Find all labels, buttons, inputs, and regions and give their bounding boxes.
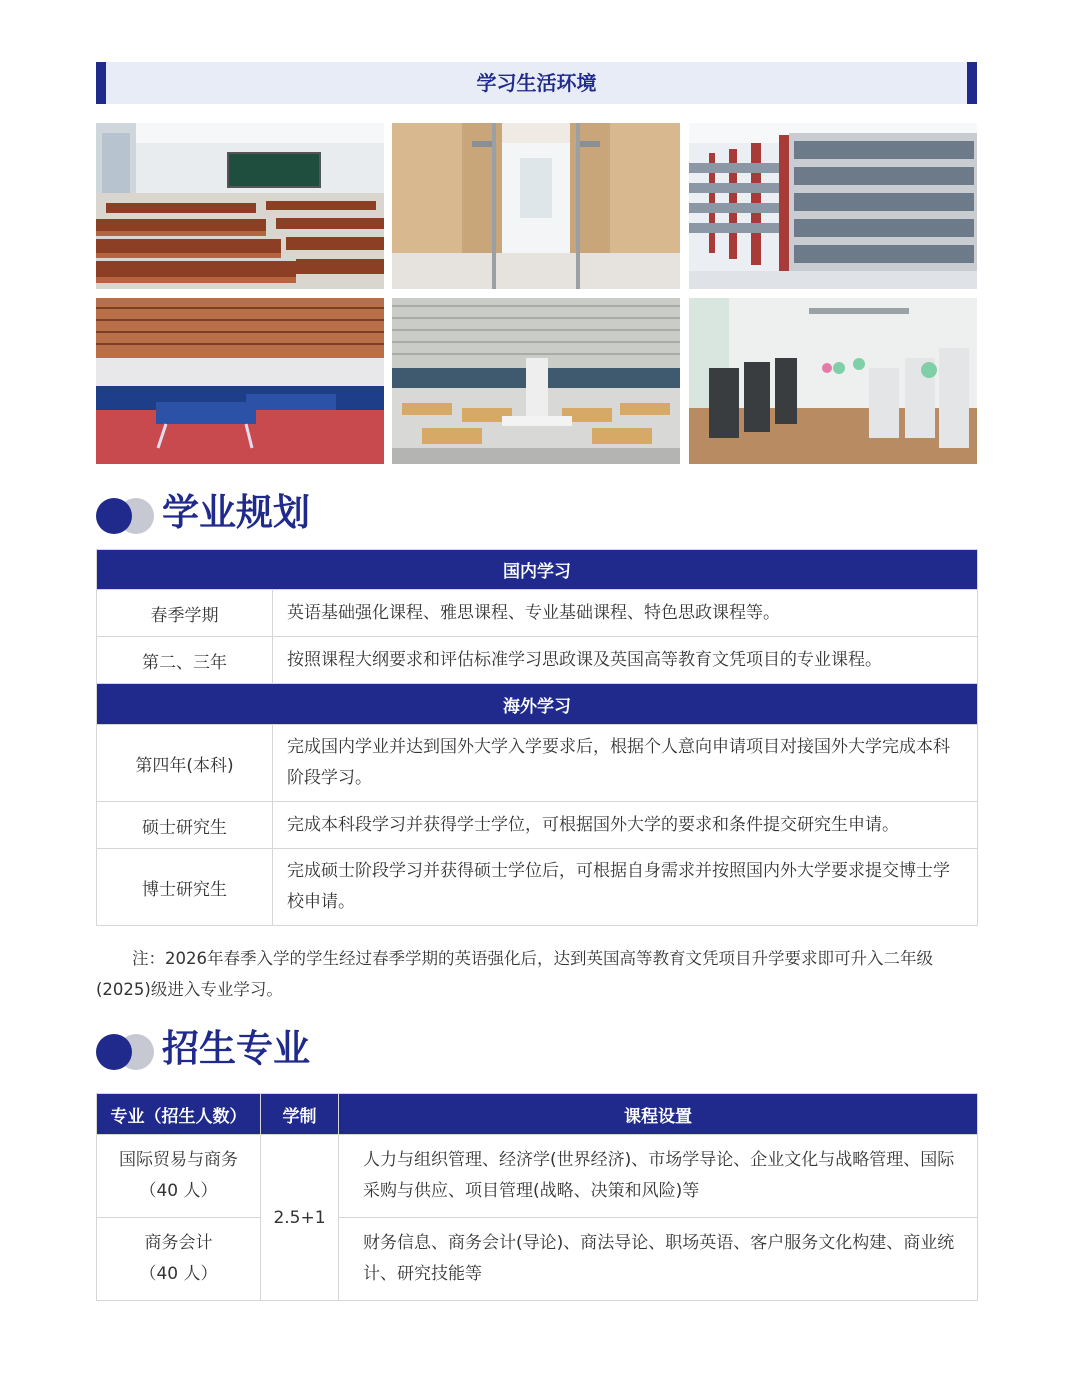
plan-section-heading — [96, 488, 396, 538]
library-photo — [689, 123, 977, 289]
col-major-header: 专业（招生人数） — [97, 1094, 261, 1135]
banner-title: 学习生活环境 — [476, 71, 597, 95]
table-row — [97, 1135, 978, 1218]
dormitory-photo — [392, 123, 680, 289]
overseas-header: 海外学习 — [97, 684, 978, 725]
majors-section-heading — [96, 1024, 396, 1074]
overseas-header-row — [97, 684, 978, 725]
major-count: （40 人） — [139, 1181, 218, 1201]
row-text: 完成本科段学习并获得学士学位，可根据国外大学的要求和条件提交研究生申请。 — [273, 802, 978, 849]
majors-header-row — [97, 1094, 978, 1135]
gym-photo — [689, 298, 977, 464]
study-plan-table — [96, 549, 978, 926]
domestic-header: 国内学习 — [97, 550, 978, 590]
classroom-photo — [96, 123, 384, 289]
row-text: 完成硕士阶段学习并获得硕士学位后，可根据自身需求并按照国内外大学要求提交博士学校申请。 — [273, 849, 978, 926]
plan-note: 注：2026年春季入学的学生经过春季学期的英语强化后，达到英国高等教育文凭项目升学要求即可升入二年级(2025)级进入专业学习。 — [96, 949, 933, 999]
heading-dot-navy — [96, 498, 132, 534]
row-label: 博士研究生 — [97, 849, 273, 926]
row-label: 春季学期 — [97, 590, 273, 637]
program-length: 2.5+1 — [261, 1135, 339, 1301]
major-courses: 财务信息、商务会计(导论)、商法导论、职场英语、客户服务文化构建、商业统计、研究技能等 — [339, 1218, 978, 1301]
row-text: 按照课程大纲要求和评估标准学习思政课及英国高等教育文凭项目的专业课程。 — [273, 637, 978, 684]
canteen-photo — [392, 298, 680, 464]
major-count: （40 人） — [139, 1264, 218, 1284]
row-label: 第二、三年 — [97, 637, 273, 684]
table-row — [97, 590, 978, 637]
major-courses: 人力与组织管理、经济学(世界经济)、市场学导论、企业文化与战略管理、国际采购与供应、项目管理(战略、决策和风险)等 — [339, 1135, 978, 1218]
majors-heading-text: 招生专业 — [162, 1027, 310, 1070]
table-tennis-photo — [96, 298, 384, 464]
table-row — [97, 637, 978, 684]
table-row — [97, 725, 978, 802]
table-row — [97, 849, 978, 926]
row-text: 英语基础强化课程、雅思课程、专业基础课程、特色思政课程等。 — [273, 590, 978, 637]
row-label: 硕士研究生 — [97, 802, 273, 849]
major-cell — [97, 1218, 261, 1301]
section-banner — [96, 62, 977, 104]
heading-dot-navy — [96, 1034, 132, 1070]
major-name: 商务会计 — [144, 1233, 213, 1253]
col-courses-header: 课程设置 — [339, 1094, 978, 1135]
table-row — [97, 1218, 978, 1301]
banner-right-bar — [967, 62, 977, 104]
domestic-header-row — [97, 550, 978, 590]
campus-photo-grid — [96, 123, 977, 464]
major-name: 国际贸易与商务 — [119, 1150, 238, 1170]
col-length-header: 学制 — [261, 1094, 339, 1135]
row-label: 第四年(本科) — [97, 725, 273, 802]
table-row — [97, 802, 978, 849]
row-text: 完成国内学业并达到国外大学入学要求后，根据个人意向申请项目对接国外大学完成本科阶段学习。 — [273, 725, 978, 802]
plan-heading-text: 学业规划 — [162, 491, 310, 534]
major-cell — [97, 1135, 261, 1218]
majors-table — [96, 1093, 978, 1301]
